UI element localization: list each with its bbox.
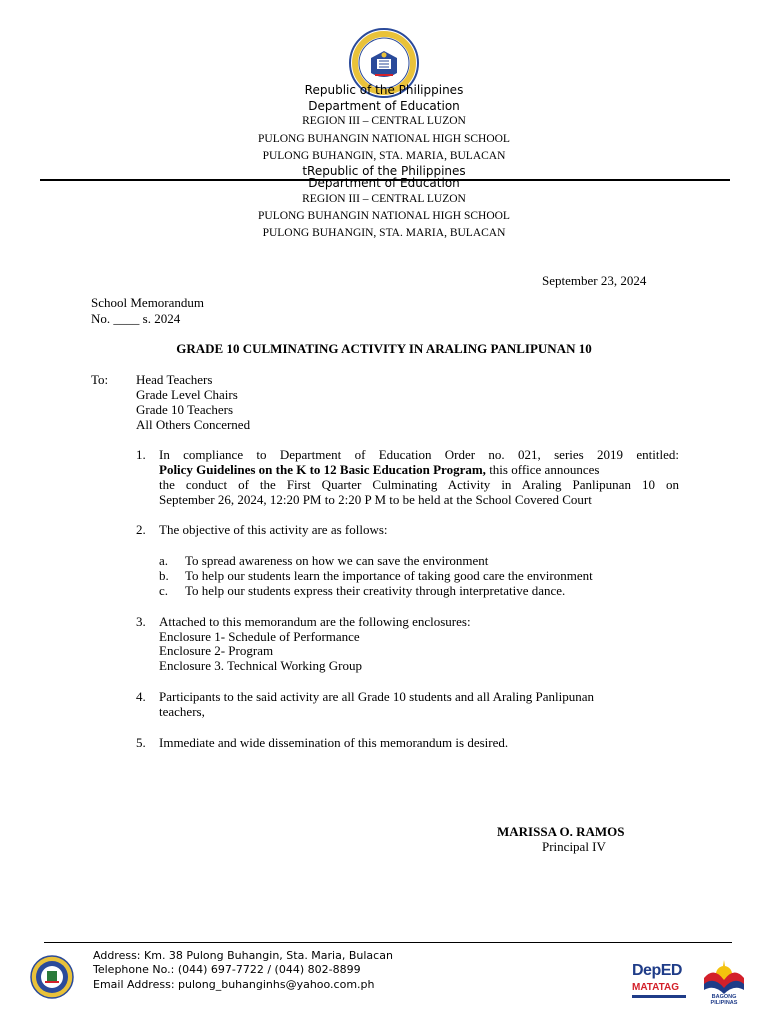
bagong-pilipinas-icon [698,956,750,994]
footer-telephone: Telephone No.: (044) 697-7722 / (044) 802-8899 [93,963,361,976]
sub-item: To spread awareness on how we can save the environment [185,553,489,568]
item1-line-2-rest: this office announces [485,462,600,477]
footer-email: Email Address: pulong_buhanginhs@yahoo.com.ph [93,978,375,991]
header-region: REGION III – CENTRAL LUZON [302,115,466,127]
header-region-duplicate: REGION III – CENTRAL LUZON [302,193,466,205]
policy-title: Policy Guidelines on the K to 12 Basic Education Program, [159,462,486,477]
item4-line: Participants to the said activity are all Grade 10 students and all Araling Panlipunan [159,689,595,704]
item1-line: September 26, 2024, 12:20 PM to 2:20 P M to be held at the School Covered Court [159,492,592,507]
item4-line: teachers, [159,704,205,719]
to-label: To: [91,372,109,387]
recipient-item: Grade 10 Teachers [136,402,234,417]
deped-logo-text: DepED [632,962,682,979]
enclosure-item: Enclosure 1- Schedule of Performance [159,629,360,644]
footer-address: Address: Km. 38 Pulong Buhangin, Sta. Maria, Bulacan [93,949,393,962]
signatory-title: Principal IV [542,839,606,854]
memo-title: GRADE 10 CULMINATING ACTIVITY IN ARALING PANLIPUNAN 10 [176,341,592,356]
school-logo-icon [30,955,74,999]
item-number: 1. [136,447,146,462]
item-number: 2. [136,522,146,537]
item-number: 5. [136,735,146,750]
header-republic: Republic of the Philippines [304,83,464,97]
matatag-logo-text: MATATAG [632,982,680,993]
footer-divider [44,942,732,943]
deped-matatag-logo [632,962,690,1002]
memo-number: No. ____ s. 2024 [91,311,181,326]
header-address-duplicate: PULONG BUHANGIN, STA. MARIA, BULACAN [262,227,506,239]
sub-item: To help our students learn the importance of taking good care the environment [185,568,593,583]
sub-letter: a. [159,553,169,568]
signatory-name: MARISSA O. RAMOS [497,824,625,839]
sub-letter: c. [159,583,169,598]
enclosure-item: Enclosure 2- Program [159,643,274,658]
recipient-item: Head Teachers [136,372,213,387]
memo-type: School Memorandum [91,295,205,310]
enclosure-item: Enclosure 3. Technical Working Group [159,658,362,673]
item2-text: The objective of this activity are as follows: [159,522,388,537]
header-republic-duplicate: tRepublic of the Philippines [302,164,466,178]
item1-line: the conduct of the First Quarter Culminating Activity in Araling Panlipunan 10 on [159,477,679,492]
header-address: PULONG BUHANGIN, STA. MARIA, BULACAN [262,150,506,162]
sub-letter: b. [159,568,169,583]
item-number: 3. [136,614,146,629]
item3-text: Attached to this memorandum are the following enclosures: [159,614,471,629]
item1-line-2 [159,462,679,477]
recipient-item: All Others Concerned [136,417,251,432]
recipient-item: Grade Level Chairs [136,387,238,402]
header-school-duplicate: PULONG BUHANGIN NATIONAL HIGH SCHOOL [258,210,510,222]
memo-date: September 23, 2024 [542,273,647,288]
header-department: Department of Education [308,99,460,113]
item-number: 4. [136,689,146,704]
item1-line: In compliance to Department of Education Order no. 021, series 2019 entitled: [159,447,679,462]
sub-item: To help our students express their creativity through interpretative dance. [185,583,566,598]
bagong-pilipinas-logo [698,956,750,1006]
item5-text: Immediate and wide dissemination of this memorandum is desired. [159,735,509,750]
header-department-duplicate: Department of Education [308,176,460,190]
bagong-pilipinas-text: BAGONG PILIPINAS [710,994,738,1006]
header-school: PULONG BUHANGIN NATIONAL HIGH SCHOOL [258,133,510,145]
